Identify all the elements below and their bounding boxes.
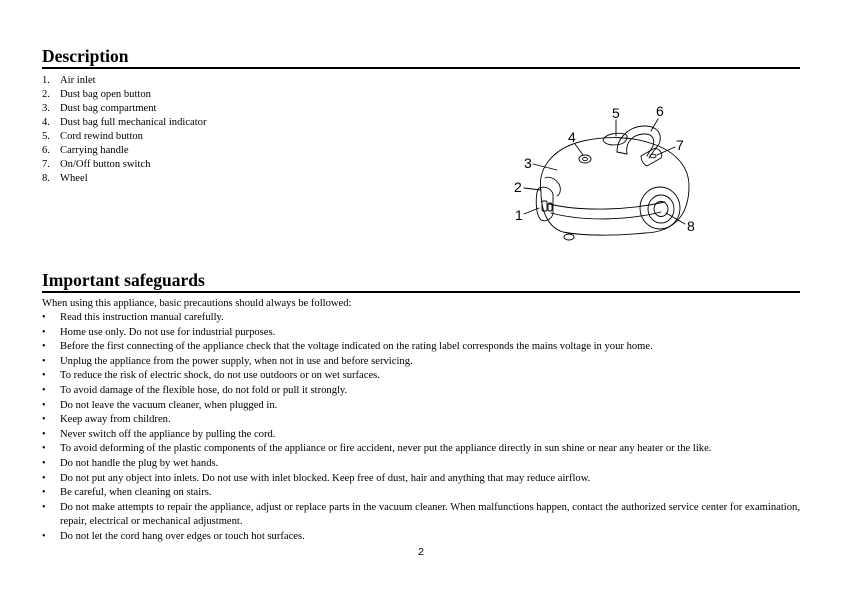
part-label: Carrying handle (60, 145, 129, 156)
item-number: 2. (42, 89, 50, 100)
bullet: • (42, 530, 46, 542)
part-label: Dust bag open button (60, 89, 151, 100)
list-item (42, 326, 800, 341)
bullet: • (42, 384, 46, 396)
part-label: On/Off button switch (60, 159, 151, 170)
bullet: • (42, 487, 46, 499)
list-item (42, 413, 800, 428)
on-off-switch (641, 148, 662, 166)
callout-7: 7 (676, 137, 684, 153)
list-item (42, 399, 800, 414)
safeguard-text: Unplug the appliance from the power supply, when not in use and before servicing. (60, 355, 413, 367)
bullet: • (42, 399, 46, 411)
bullet: • (42, 501, 46, 513)
list-item (42, 369, 800, 384)
item-number: 3. (42, 103, 50, 114)
item-number: 8. (42, 173, 50, 184)
safeguard-text: To avoid deforming of the plastic components of the appliance or fire accident, never put the appliance directly in sun shine or near any heater or the like. (60, 443, 712, 455)
bullet: • (42, 326, 46, 338)
vacuum-cleaner-diagram (505, 96, 705, 246)
safeguard-text: Do not handle the plug by wet hands. (60, 457, 219, 469)
list-item (42, 355, 800, 370)
page-number: 2 (418, 546, 424, 558)
safeguards-heading: Important safeguards (42, 270, 800, 293)
list-item (42, 144, 362, 158)
item-number: 6. (42, 145, 50, 156)
list-item (42, 501, 800, 530)
safeguard-text: Do not make attempts to repair the appliance, adjust or replace parts in the vacuum cleaner. When malfunctions happen, contact the authorized service center for examination, repair, electrical or mechanical adjustment. (60, 501, 800, 528)
part-label: Air inlet (60, 75, 96, 86)
bullet: • (42, 312, 46, 323)
safeguard-text: Never switch off the appliance by pulling the cord. (60, 428, 276, 440)
list-item (42, 311, 800, 326)
safeguard-text: Do not leave the vacuum cleaner, when plugged in. (60, 399, 278, 411)
bullet: • (42, 457, 46, 469)
list-item (42, 116, 362, 130)
list-item (42, 172, 362, 186)
bullet: • (42, 443, 46, 455)
safeguard-text: Be careful, when cleaning on stairs. (60, 487, 212, 499)
callout-2: 2 (514, 179, 522, 195)
list-item (42, 486, 800, 501)
item-number: 7. (42, 159, 50, 170)
description-heading: Description (42, 46, 800, 69)
item-number: 1. (42, 75, 50, 86)
parts-list (42, 74, 362, 186)
callout-4: 4 (568, 129, 576, 145)
callout-5: 5 (612, 105, 620, 121)
safeguard-text: Before the first connecting of the appliance check that the voltage indicated on the rating label corresponds the mains voltage in your home. (60, 341, 653, 353)
list-item (42, 442, 800, 457)
list-item (42, 384, 800, 399)
list-item (42, 457, 800, 472)
part-label: Cord rewind button (60, 131, 143, 142)
dust-bag-indicator (579, 155, 591, 163)
list-item (42, 530, 800, 545)
list-item (42, 340, 800, 355)
vacuum-body (540, 138, 689, 236)
safeguard-text: Home use only. Do not use for industrial purposes. (60, 326, 276, 338)
safeguard-text: To avoid damage of the flexible hose, do not fold or pull it strongly. (60, 384, 348, 396)
safeguard-text: Do not put any object into inlets. Do not use with inlet blocked. Keep free of dust, hair and anything that may reduce airflow. (60, 472, 591, 484)
safeguards-intro: When using this appliance, basic precautions should always be followed: (42, 298, 352, 309)
list-item (42, 74, 362, 88)
callout-3: 3 (524, 155, 532, 171)
leader-line (575, 144, 583, 155)
item-number: 4. (42, 117, 50, 128)
safeguard-text: To reduce the risk of electric shock, do not use outdoors or on wet surfaces. (60, 370, 380, 382)
leader-line (651, 119, 658, 131)
list-item (42, 102, 362, 116)
list-item (42, 130, 362, 144)
bullet: • (42, 370, 46, 382)
bullet: • (42, 414, 46, 426)
safeguard-text: Read this instruction manual carefully. (60, 312, 224, 323)
part-label: Dust bag full mechanical indicator (60, 117, 207, 128)
part-label: Dust bag compartment (60, 103, 157, 114)
callout-8: 8 (687, 218, 695, 234)
list-item (42, 472, 800, 487)
list-item (42, 428, 800, 443)
leader-line (533, 164, 557, 170)
part-label: Wheel (60, 173, 88, 184)
callout-1: 1 (515, 207, 523, 223)
bullet: • (42, 472, 46, 484)
list-item (42, 158, 362, 172)
callout-6: 6 (656, 103, 664, 119)
list-item (42, 88, 362, 102)
bullet: • (42, 428, 46, 440)
bullet: • (42, 341, 46, 353)
safeguard-text: Keep away from children. (60, 414, 171, 426)
safeguards-list (42, 311, 800, 545)
item-number: 5. (42, 131, 50, 142)
bullet: • (42, 355, 46, 367)
safeguard-text: Do not let the cord hang over edges or touch hot surfaces. (60, 530, 305, 542)
